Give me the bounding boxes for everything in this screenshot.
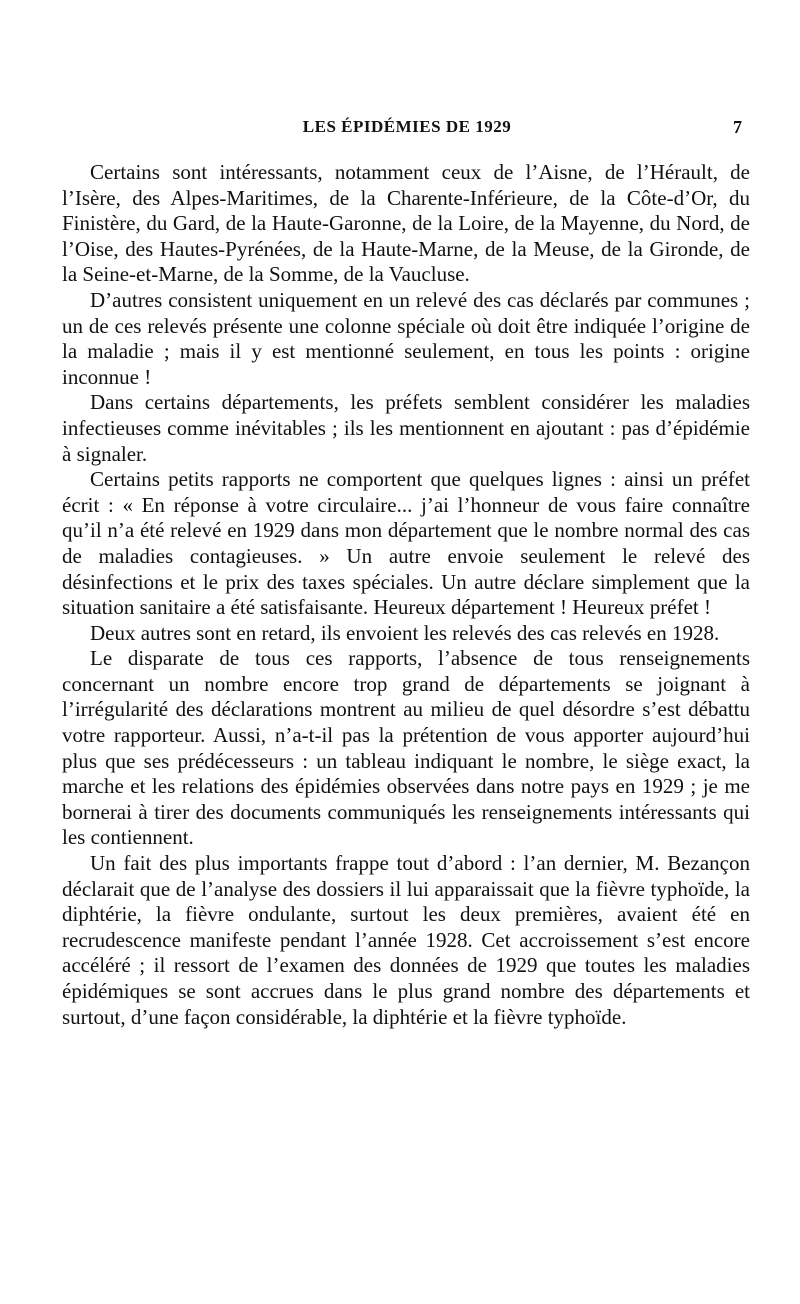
paragraph-en-retard: Deux autres sont en retard, ils envoient les relevés des cas relevés en 1928. <box>90 620 720 645</box>
paragraph-prefets: Dans certains départements, les préfets semblent considérer les maladies infectieuses comme inévitables ; ils les mentionnent en ajoutant : pas d’épidémie à signaler. <box>62 390 750 466</box>
body-text <box>62 160 750 1030</box>
paragraph-disparate: Le disparate de tous ces rapports, l’absence de tous renseignements concernant un nombre encore trop grand de départements se joignant à l’irrégularité des déclarations montrent au milieu de quel désordre s’est débattu votre rapporteur. Aussi, n’a-t-il pas la prétention de vous apporter aujourd’hui plus que ses prédécesseurs : un tableau indiquant le nombre, le siège exact, la marche et les relations des épidémies observées dans notre pays en 1929 ; je me bornerai à tirer des documents communiqués les renseignements intéressants qui les contiennent. <box>62 646 750 850</box>
running-head <box>62 117 752 143</box>
paragraph-releves-communes: D’autres consistent uniquement en un relevé des cas déclarés par communes ; un de ces relevés présente une colonne spéciale où doit être indiquée l’origine de la maladie ; mais il y est mentionné seulement, en tous les points : origine inconnue ! <box>62 287 750 389</box>
paragraph-petits-rapports: Certains petits rapports ne comportent que quelques lignes : ainsi un préfet écrit : « En réponse à votre circulaire... j’ai l’honneur de vous faire connaître qu’il n’a été relevé en 1929 dans mon département que le nombre normal des cas de maladies contagieuses. » Un autre envoie seulement le relevé des désinfections et le prix des taxes spéciales. Un autre déclare simplement que la situation sanitaire a été satisfaisante. Heureux département ! Heureux préfet ! <box>62 467 750 620</box>
page-number: 7 <box>733 117 742 137</box>
paragraph-fait-important: Un fait des plus importants frappe tout d’abord : l’an dernier, M. Bezançon déclarait que de l’analyse des dossiers il lui apparaissait que la fièvre typhoïde, la diphtérie, la fièvre ondulante, surtout les deux premières, avaient été en recrudescence manifeste pendant l’année 1928. Cet accroissement s’est encore accéléré ; il ressort de l’examen des données de 1929 que toutes les maladies épidémiques se sont accrues dans le plus grand nombre des départements et surtout, d’une façon considérable, la diphtérie et la fièvre typhoïde. <box>62 851 750 1029</box>
running-title: LES ÉPIDÉMIES DE 1929 <box>302 117 512 136</box>
paragraph-departements-interessants: Certains sont intéressants, notamment ceux de l’Aisne, de l’Hérault, de l’Isère, des Alpes-Maritimes, de la Charente-Inférieure, de la Côte-d’Or, du Finistère, du Gard, de la Haute-Garonne, de la Loire, de la Mayenne, du Nord, de l’Oise, des Hautes-Pyrénées, de la Haute-Marne, de la Meuse, de la Gironde, de la Seine-et-Marne, de la Somme, de la Vaucluse. <box>62 160 750 287</box>
